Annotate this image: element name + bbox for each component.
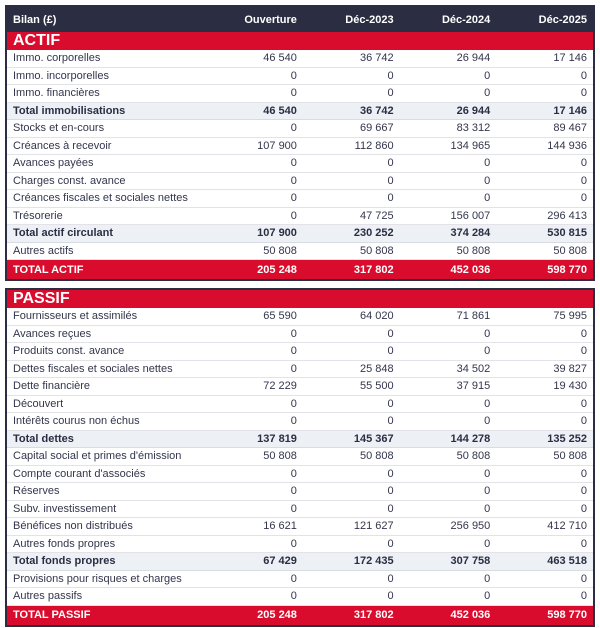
row-value: 0 [387, 485, 394, 498]
table-row [7, 155, 593, 173]
row-value: 121 627 [353, 520, 394, 533]
row-value: 46 540 [263, 52, 297, 65]
grand-total-row [7, 260, 593, 279]
row-value: 144 936 [547, 139, 587, 152]
row-value: 0 [290, 467, 297, 480]
section-header-passif [7, 290, 593, 308]
table-row [7, 308, 593, 326]
row-value: 16 621 [263, 520, 297, 533]
row-value: 46 540 [263, 104, 297, 117]
row-value: 25 848 [359, 362, 394, 375]
row-value: 36 742 [359, 52, 394, 65]
row-value: 0 [580, 174, 587, 187]
row-value: 0 [484, 87, 491, 100]
row-label: Réserves [13, 485, 60, 498]
actif-section [5, 5, 595, 281]
row-value: 205 248 [257, 609, 297, 621]
row-value: 0 [387, 327, 394, 340]
table-row [7, 138, 593, 156]
row-value: 412 710 [547, 520, 587, 533]
table-row [7, 536, 593, 554]
row-label: Intérêts courus non échus [13, 415, 140, 428]
table-title: Bilan (£) [13, 13, 57, 26]
row-value: 0 [484, 69, 491, 82]
table-row [7, 501, 593, 519]
row-label: Bénéfices non distribués [13, 520, 133, 533]
row-value: 317 802 [353, 263, 394, 276]
row-value: 0 [580, 327, 587, 340]
row-value: 0 [387, 157, 394, 170]
row-label: Autres fonds propres [13, 537, 116, 550]
row-value: 67 429 [263, 555, 297, 568]
row-value: 0 [484, 397, 491, 410]
row-value: 26 944 [456, 52, 491, 65]
row-value: 0 [387, 467, 394, 480]
row-value: 0 [484, 174, 491, 187]
row-value: 230 252 [353, 227, 394, 240]
table-row [7, 343, 593, 361]
row-value: 26 944 [456, 104, 491, 117]
row-value: 0 [387, 87, 394, 100]
row-value: 0 [484, 572, 491, 585]
row-label: Autres actifs [13, 244, 74, 257]
row-value: 0 [290, 537, 297, 550]
row-label: Dette financière [13, 380, 91, 393]
row-value: 463 518 [547, 555, 587, 568]
row-value: 0 [387, 192, 394, 205]
row-value: 0 [580, 87, 587, 100]
row-value: 69 667 [359, 122, 394, 135]
table-row [7, 50, 593, 68]
row-value: 89 467 [553, 122, 587, 135]
row-value: 135 252 [547, 432, 587, 445]
row-value: 0 [387, 590, 394, 603]
row-value: 0 [484, 345, 491, 358]
row-value: 0 [387, 69, 394, 82]
row-value: 0 [580, 345, 587, 358]
row-value: 0 [290, 485, 297, 498]
row-value: 0 [484, 590, 491, 603]
row-value: 107 900 [257, 227, 297, 240]
row-value: 0 [290, 572, 297, 585]
table-row [7, 243, 593, 261]
row-value: 0 [387, 502, 394, 515]
row-value: 17 146 [553, 104, 587, 117]
row-value: 0 [580, 69, 587, 82]
row-value: 0 [290, 87, 297, 100]
row-value: 50 808 [359, 450, 394, 463]
row-value: 0 [290, 69, 297, 82]
row-value: 0 [290, 192, 297, 205]
row-value: 296 413 [547, 209, 587, 222]
row-value: 0 [580, 397, 587, 410]
column-header-dec-2024: Déc-2024 [441, 13, 491, 26]
row-value: 0 [484, 415, 491, 428]
row-value: 598 770 [547, 609, 587, 621]
row-value: 256 950 [450, 520, 491, 533]
row-value: 0 [580, 502, 587, 515]
row-value: 72 229 [263, 380, 297, 393]
table-row [7, 571, 593, 589]
row-label: Total actif circulant [13, 227, 114, 240]
row-value: 0 [580, 192, 587, 205]
table-row [7, 483, 593, 501]
row-label: Total immobilisations [13, 104, 126, 117]
row-label: Stocks et en-cours [13, 122, 105, 135]
row-value: 598 770 [547, 263, 587, 276]
row-label: Compte courant d'associés [13, 467, 146, 480]
row-value: 50 808 [359, 244, 394, 257]
subtotal-row [7, 553, 593, 571]
row-value: 39 827 [553, 362, 587, 375]
row-value: 0 [290, 415, 297, 428]
row-value: 137 819 [257, 432, 297, 445]
table-row [7, 173, 593, 191]
row-value: 317 802 [353, 609, 394, 621]
row-value: 37 915 [456, 380, 491, 393]
row-label: Provisions pour risques et charges [13, 572, 182, 585]
row-label: Immo. corporelles [13, 52, 101, 65]
row-value: 112 860 [354, 139, 394, 152]
row-value: 0 [290, 122, 297, 135]
table-row [7, 190, 593, 208]
row-label: Capital social et primes d'émission [13, 450, 182, 463]
row-value: 83 312 [456, 122, 491, 135]
passif-rows [7, 308, 593, 625]
section-title: ACTIF [13, 32, 61, 49]
section-title: PASSIF [13, 290, 70, 307]
row-value: 0 [580, 572, 587, 585]
passif-section [5, 288, 595, 627]
table-row [7, 396, 593, 414]
table-row [7, 466, 593, 484]
row-label: Total dettes [13, 432, 74, 445]
row-value: 0 [290, 174, 297, 187]
table-row [7, 68, 593, 86]
row-label: Immo. incorporelles [13, 69, 109, 82]
balance-sheet-table [5, 5, 595, 627]
row-label: TOTAL ACTIF [13, 263, 84, 276]
row-value: 50 808 [456, 244, 491, 257]
row-value: 0 [290, 209, 297, 222]
row-value: 0 [387, 572, 394, 585]
row-value: 0 [580, 467, 587, 480]
table-row [7, 120, 593, 138]
table-row [7, 448, 593, 466]
row-value: 50 808 [553, 244, 587, 257]
row-value: 0 [484, 327, 491, 340]
column-header-dec-2025: Déc-2025 [538, 13, 587, 26]
row-value: 452 036 [450, 609, 491, 621]
row-label: Avances reçues [13, 327, 92, 340]
row-value: 50 808 [263, 450, 297, 463]
row-value: 47 725 [359, 209, 394, 222]
column-header-ouverture: Ouverture [244, 13, 297, 26]
row-value: 452 036 [450, 263, 491, 276]
row-value: 50 808 [553, 450, 587, 463]
row-value: 0 [387, 345, 394, 358]
row-value: 0 [290, 590, 297, 603]
section-header-actif [7, 32, 593, 50]
row-value: 0 [580, 590, 587, 603]
row-value: 144 278 [450, 432, 491, 445]
row-label: Avances payées [13, 157, 94, 170]
table-row [7, 326, 593, 344]
row-value: 0 [290, 362, 297, 375]
row-value: 374 284 [450, 227, 491, 240]
row-value: 0 [290, 157, 297, 170]
row-value: 75 995 [553, 310, 587, 323]
row-value: 36 742 [359, 104, 394, 117]
row-value: 0 [484, 157, 491, 170]
row-value: 19 430 [553, 380, 587, 393]
row-value: 55 500 [359, 380, 394, 393]
row-value: 0 [290, 327, 297, 340]
row-value: 0 [580, 157, 587, 170]
table-row [7, 85, 593, 103]
row-value: 134 965 [450, 139, 491, 152]
table-row [7, 518, 593, 536]
row-value: 34 502 [456, 362, 491, 375]
section-spacer [5, 281, 595, 288]
row-value: 172 435 [353, 555, 394, 568]
row-value: 64 020 [359, 310, 394, 323]
table-header-row [7, 7, 593, 32]
row-label: Total fonds propres [13, 555, 116, 568]
row-value: 205 248 [257, 263, 297, 276]
row-value: 0 [484, 502, 491, 515]
row-value: 307 758 [450, 555, 491, 568]
row-value: 50 808 [456, 450, 491, 463]
column-header-dec-2023: Déc-2023 [345, 13, 394, 26]
table-row [7, 588, 593, 606]
row-value: 0 [290, 502, 297, 515]
table-row [7, 413, 593, 431]
row-value: 0 [484, 537, 491, 550]
row-label: Créances à recevoir [13, 139, 112, 152]
subtotal-row [7, 103, 593, 121]
row-value: 530 815 [547, 227, 587, 240]
actif-rows [7, 50, 593, 279]
row-value: 0 [387, 174, 394, 187]
row-value: 0 [484, 192, 491, 205]
row-value: 156 007 [450, 209, 491, 222]
row-label: Fournisseurs et assimilés [13, 310, 138, 323]
grand-total-row [7, 606, 593, 625]
table-row [7, 361, 593, 379]
row-label: Trésorerie [13, 209, 63, 222]
row-value: 0 [580, 415, 587, 428]
row-value: 0 [484, 485, 491, 498]
row-value: 17 146 [553, 52, 587, 65]
row-label: Découvert [13, 397, 64, 410]
row-value: 0 [580, 537, 587, 550]
row-value: 0 [387, 415, 394, 428]
subtotal-row [7, 225, 593, 243]
row-label: Dettes fiscales et sociales nettes [13, 362, 173, 375]
row-label: Immo. financières [13, 87, 100, 100]
row-value: 0 [484, 467, 491, 480]
table-row [7, 378, 593, 396]
row-value: 0 [290, 397, 297, 410]
row-value: 71 861 [456, 310, 491, 323]
row-value: 107 900 [257, 139, 297, 152]
row-value: 145 367 [353, 432, 394, 445]
row-value: 0 [290, 345, 297, 358]
row-value: 0 [580, 485, 587, 498]
row-label: Subv. investissement [13, 502, 117, 515]
row-label: TOTAL PASSIF [13, 609, 91, 621]
row-label: Autres passifs [13, 590, 83, 603]
row-value: 0 [387, 397, 394, 410]
row-value: 50 808 [263, 244, 297, 257]
row-label: Produits const. avance [13, 345, 125, 358]
row-label: Charges const. avance [13, 174, 126, 187]
subtotal-row [7, 431, 593, 449]
row-value: 0 [387, 537, 394, 550]
row-value: 65 590 [263, 310, 297, 323]
row-label: Créances fiscales et sociales nettes [13, 192, 188, 205]
table-row [7, 208, 593, 226]
